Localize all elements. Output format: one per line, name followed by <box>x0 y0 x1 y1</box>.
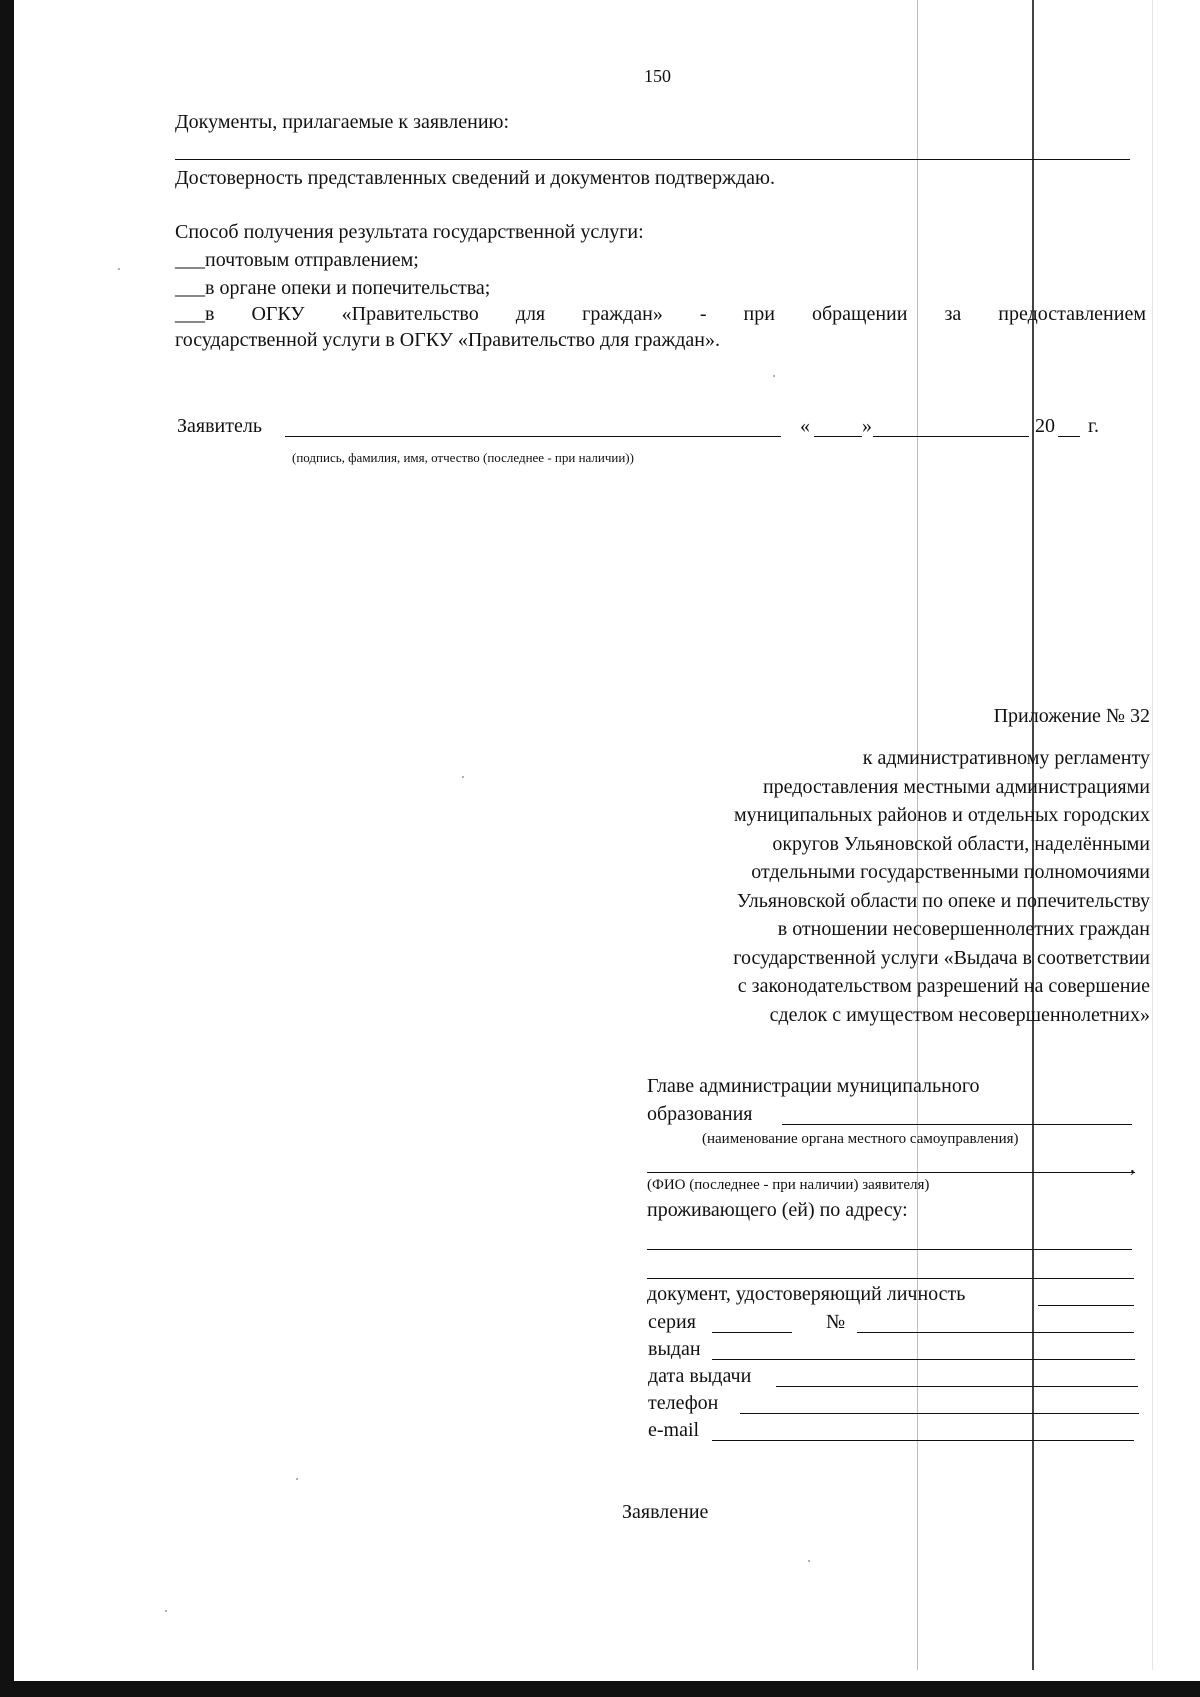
page-number: 150 <box>644 66 671 86</box>
scan-speck <box>462 776 464 778</box>
scan-speck <box>773 375 775 377</box>
entity-line <box>782 1124 1132 1125</box>
id-doc-label: документ, удостоверяющий личность <box>647 1283 966 1305</box>
date-year-prefix: 20 <box>1035 415 1055 437</box>
scan-speck <box>118 268 120 270</box>
addressee-entity: образования <box>647 1103 753 1125</box>
date-month-line <box>873 436 1029 437</box>
issue-date-label: дата выдачи <box>648 1365 752 1387</box>
series-line <box>712 1332 792 1333</box>
issued-line <box>712 1359 1135 1360</box>
method-title: Способ получения результата государственной услуги: <box>175 221 644 243</box>
option-blank: ___ <box>175 249 205 271</box>
fio-line <box>647 1172 1135 1173</box>
address-line-1 <box>647 1249 1132 1250</box>
appendix-line: муниципальных районов и отдельных городских <box>733 804 1150 826</box>
appendix-line: округов Ульяновской области, наделёнными <box>772 832 1150 855</box>
scan-speck <box>808 1560 810 1562</box>
series-label: серия <box>648 1311 696 1333</box>
residing-label: проживающего (ей) по адресу: <box>647 1199 908 1221</box>
method-option-post: ___почтовым отправлением; <box>175 249 419 271</box>
phone-label: телефон <box>648 1392 719 1414</box>
applicant-label: Заявитель <box>177 415 262 437</box>
date-year-suffix: г. <box>1088 415 1099 437</box>
issue-date-line <box>776 1386 1138 1387</box>
applicant-caption: (подпись, фамилия, имя, отчество (последнее - при наличии)) <box>292 450 634 465</box>
address-line-2 <box>647 1278 1134 1279</box>
option-blank: ___ <box>175 303 205 325</box>
fio-caption: (ФИО (последнее - при наличии) заявителя) <box>647 1177 930 1193</box>
signature-line <box>285 436 781 437</box>
scan-border-bottom <box>0 1681 1200 1697</box>
appendix-line: в отношении несовершеннолетних граждан <box>777 918 1150 940</box>
appendix-line: государственной услуги «Выдача в соответствии <box>733 946 1150 969</box>
confirm-text: Достоверность представленных сведений и документов подтверждаю. <box>175 167 775 189</box>
scan-border-left <box>0 0 14 1697</box>
date-quote-close: » <box>862 415 872 437</box>
appendix-line: к административному регламенту <box>862 747 1150 769</box>
date-year-line <box>1058 436 1080 437</box>
phone-line <box>740 1413 1139 1414</box>
id-doc-line <box>1038 1305 1134 1306</box>
appendix-line: Ульяновской области по опеке и попечительству <box>736 889 1150 912</box>
number-sign: № <box>826 1311 846 1333</box>
appendix-line: предоставления местными администрациями <box>762 775 1150 798</box>
appendix-number: Приложение № 32 <box>993 705 1150 727</box>
date-day-line <box>814 436 862 437</box>
attachments-line <box>175 159 1130 160</box>
method-option-ogku: ___в ОГКУ «Правительство для граждан» - при обращении за предоставлением <box>175 303 1146 325</box>
appendix-text <box>733 744 1150 1029</box>
option-blank: ___ <box>175 277 205 299</box>
statement-title: Заявление <box>622 1501 709 1523</box>
scan-speck <box>165 1610 167 1612</box>
scan-speck <box>296 1478 298 1480</box>
number-line <box>857 1332 1134 1333</box>
appendix-line: отдельными государственными полномочиями <box>751 861 1150 883</box>
method-option-guardianship: ___в органе опеки и попечительства; <box>175 277 491 299</box>
issued-label: выдан <box>648 1338 701 1360</box>
email-line <box>712 1440 1134 1441</box>
method-option-ogku-cont: государственной услуги в ОГКУ «Правительство для граждан». <box>175 329 720 351</box>
scan-line <box>1152 0 1153 1670</box>
email-label: e-mail <box>648 1419 700 1441</box>
appendix-line: сделок с имуществом несовершеннолетних» <box>769 1003 1150 1026</box>
attachments-label: Документы, прилагаемые к заявлению: <box>175 111 510 133</box>
appendix-line: с законодательством разрешений на совершение <box>737 975 1150 997</box>
date-quote-open: « <box>800 415 810 437</box>
entity-caption: (наименование органа местного самоуправления) <box>702 1131 1019 1147</box>
addressee-head: Главе администрации муниципального <box>647 1075 980 1097</box>
fio-comma: , <box>1130 1155 1135 1177</box>
